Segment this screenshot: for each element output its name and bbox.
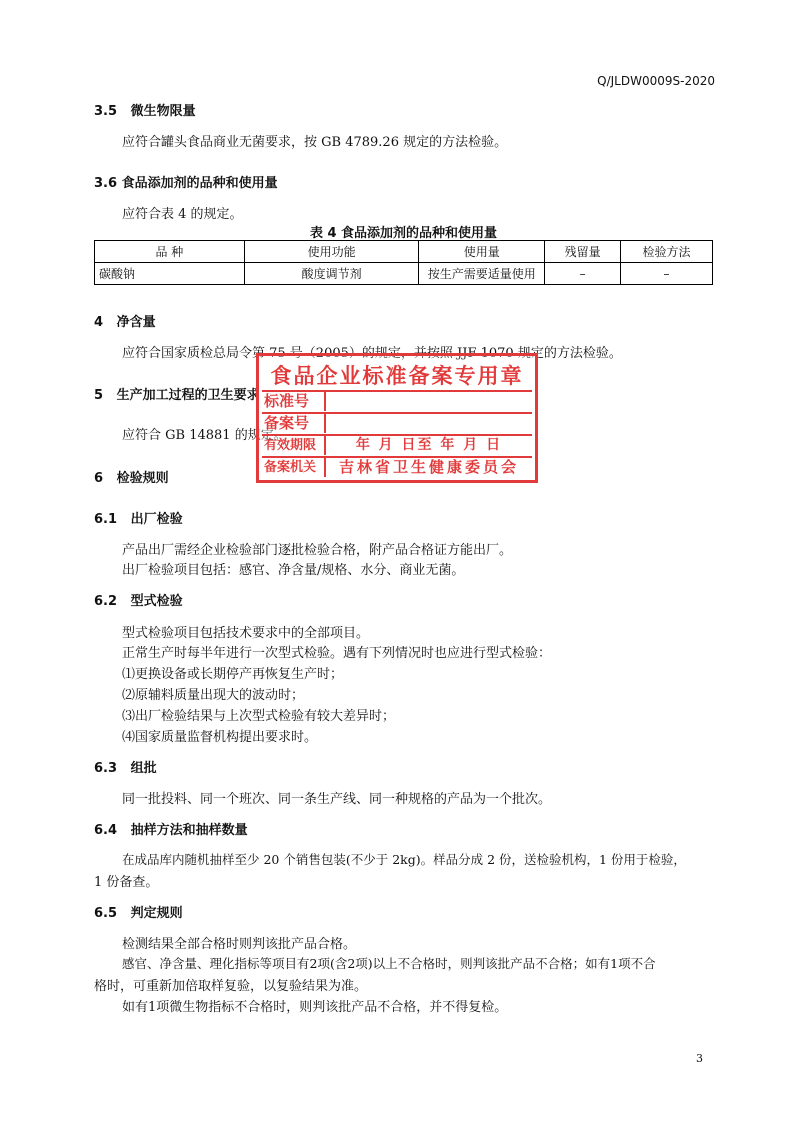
section-6-4-heading: [94, 819, 248, 838]
section-number: 6.1: [94, 512, 118, 527]
list-item: ⑶出厂检验结果与上次型式检验有较大差异时；: [122, 709, 396, 724]
stamp-row: [262, 412, 532, 433]
table-cell: 碳酸钠: [95, 263, 245, 285]
paragraph-line: 感官、净含量、理化指标等项目有2项(含2项)以上不合格时，则判该批产品不合格；如有1项不合: [122, 956, 656, 971]
stamp-value: 年 月 日至 年 月 日: [355, 437, 503, 453]
section-title: 净含量: [116, 315, 156, 330]
section-title: 组批: [130, 761, 157, 776]
section-number: 6: [94, 471, 104, 486]
section-number: 6.3: [94, 761, 118, 776]
table-cell: –: [621, 263, 713, 285]
table-row: [95, 263, 713, 285]
section-3-6-heading: [94, 172, 278, 191]
stamp-row: [262, 456, 532, 477]
doc-code: Q/JLDW0009S-2020: [597, 74, 715, 88]
table-header-cell: 残留量: [545, 241, 621, 263]
list-item: ⑵原辅料质量出现大的波动时；: [122, 688, 305, 703]
table-header-cell: 检验方法: [621, 241, 713, 263]
filing-stamp: [256, 353, 538, 483]
section-number: 4: [94, 315, 104, 330]
paragraph-line: 出厂检验项目包括：感官、净含量/规格、水分、商业无菌。: [122, 563, 465, 578]
stamp-row: [262, 390, 532, 411]
section-title: 食品添加剂的品种和使用量: [121, 176, 278, 191]
stamp-value: 吉林省卫生健康委员会: [338, 458, 519, 476]
table-header-cell: 使用功能: [244, 241, 419, 263]
stamp-value: [330, 414, 528, 433]
section-number: 6.2: [94, 594, 118, 609]
paragraph-line: 产品出厂需经企业检验部门逐批检验合格，附产品合格证方能出厂。: [122, 543, 513, 558]
paragraph-line: 检测结果全部合格时则判该批产品合格。: [122, 937, 357, 952]
section-title: 检验规则: [116, 471, 169, 486]
paragraph: 应符合国家质检总局令第 75 号（2005）的规定，并按照 JJF 1070 规定的方法检验。: [122, 346, 622, 361]
stamp-label: 有效期限: [264, 436, 326, 455]
stamp-row: [262, 434, 532, 455]
section-6-1-heading: [94, 508, 183, 527]
paragraph: 应符合罐头食品商业无菌要求，按 GB 4789.26 规定的方法检验。: [122, 135, 508, 150]
table-cell: 酸度调节剂: [244, 263, 419, 285]
section-title: 出厂检验: [130, 512, 183, 527]
list-item: ⑴更换设备或长期停产再恢复生产时；: [122, 667, 344, 682]
section-number: 5: [94, 388, 104, 403]
section-6-heading: [94, 467, 169, 486]
section-title: 型式检验: [130, 594, 183, 609]
section-title: 微生物限量: [130, 104, 196, 119]
section-6-5-heading: [94, 902, 183, 921]
section-6-3-heading: [94, 757, 157, 776]
section-number: 3.6: [94, 176, 118, 191]
paragraph-line: 格时，可重新加倍取样复验，以复验结果为准。: [94, 979, 368, 994]
paragraph-line: 正常生产时每半年进行一次型式检验。遇有下列情况时也应进行型式检验：: [122, 646, 552, 661]
table-caption: 表 4 食品添加剂的品种和使用量: [309, 226, 498, 241]
section-number: 3.5: [94, 104, 118, 119]
section-6-2-heading: [94, 590, 183, 609]
paragraph-line: 型式检验项目包括技术要求中的全部项目。: [122, 626, 370, 641]
page-number: 3: [696, 1052, 703, 1065]
table-header-row: [95, 241, 713, 263]
stamp-value: [330, 392, 528, 411]
table-header-cell: 使用量: [419, 241, 545, 263]
stamp-label: 备案机关: [264, 458, 326, 477]
section-3-5-heading: [94, 100, 196, 119]
stamp-title: 食品企业标准备案专用章: [270, 364, 524, 388]
table-header-cell: 品 种: [95, 241, 245, 263]
paragraph: 应符合表 4 的规定。: [122, 207, 243, 222]
paragraph-line: 如有1项微生物指标不合格时，则判该批产品不合格，并不得复检。: [122, 1000, 508, 1015]
paragraph: 应符合 GB 14881 的规定。: [122, 428, 287, 443]
stamp-label: 备案号: [264, 414, 326, 433]
paragraph: 同一批投料、同一个班次、同一条生产线、同一种规格的产品为一个批次。: [122, 792, 552, 807]
table-cell: 按生产需要适量使用: [419, 263, 545, 285]
paragraph-line: 1 份备查。: [94, 875, 159, 890]
list-item: ⑷国家质量监督机构提出要求时。: [122, 730, 318, 745]
section-number: 6.5: [94, 906, 118, 921]
section-title: 生产加工过程的卫生要求: [116, 388, 260, 403]
additives-table: [94, 240, 713, 285]
section-5-heading: [94, 384, 260, 403]
stamp-label: 标准号: [264, 392, 326, 411]
table-cell: –: [545, 263, 621, 285]
section-number: 6.4: [94, 823, 118, 838]
section-title: 抽样方法和抽样数量: [130, 823, 248, 838]
paragraph-line: 在成品库内随机抽样至少 20 个销售包装(不少于 2kg)。样品分成 2 份，送检验机构，1 份用于检验，: [122, 852, 686, 867]
section-4-heading: [94, 311, 156, 330]
section-title: 判定规则: [130, 906, 183, 921]
